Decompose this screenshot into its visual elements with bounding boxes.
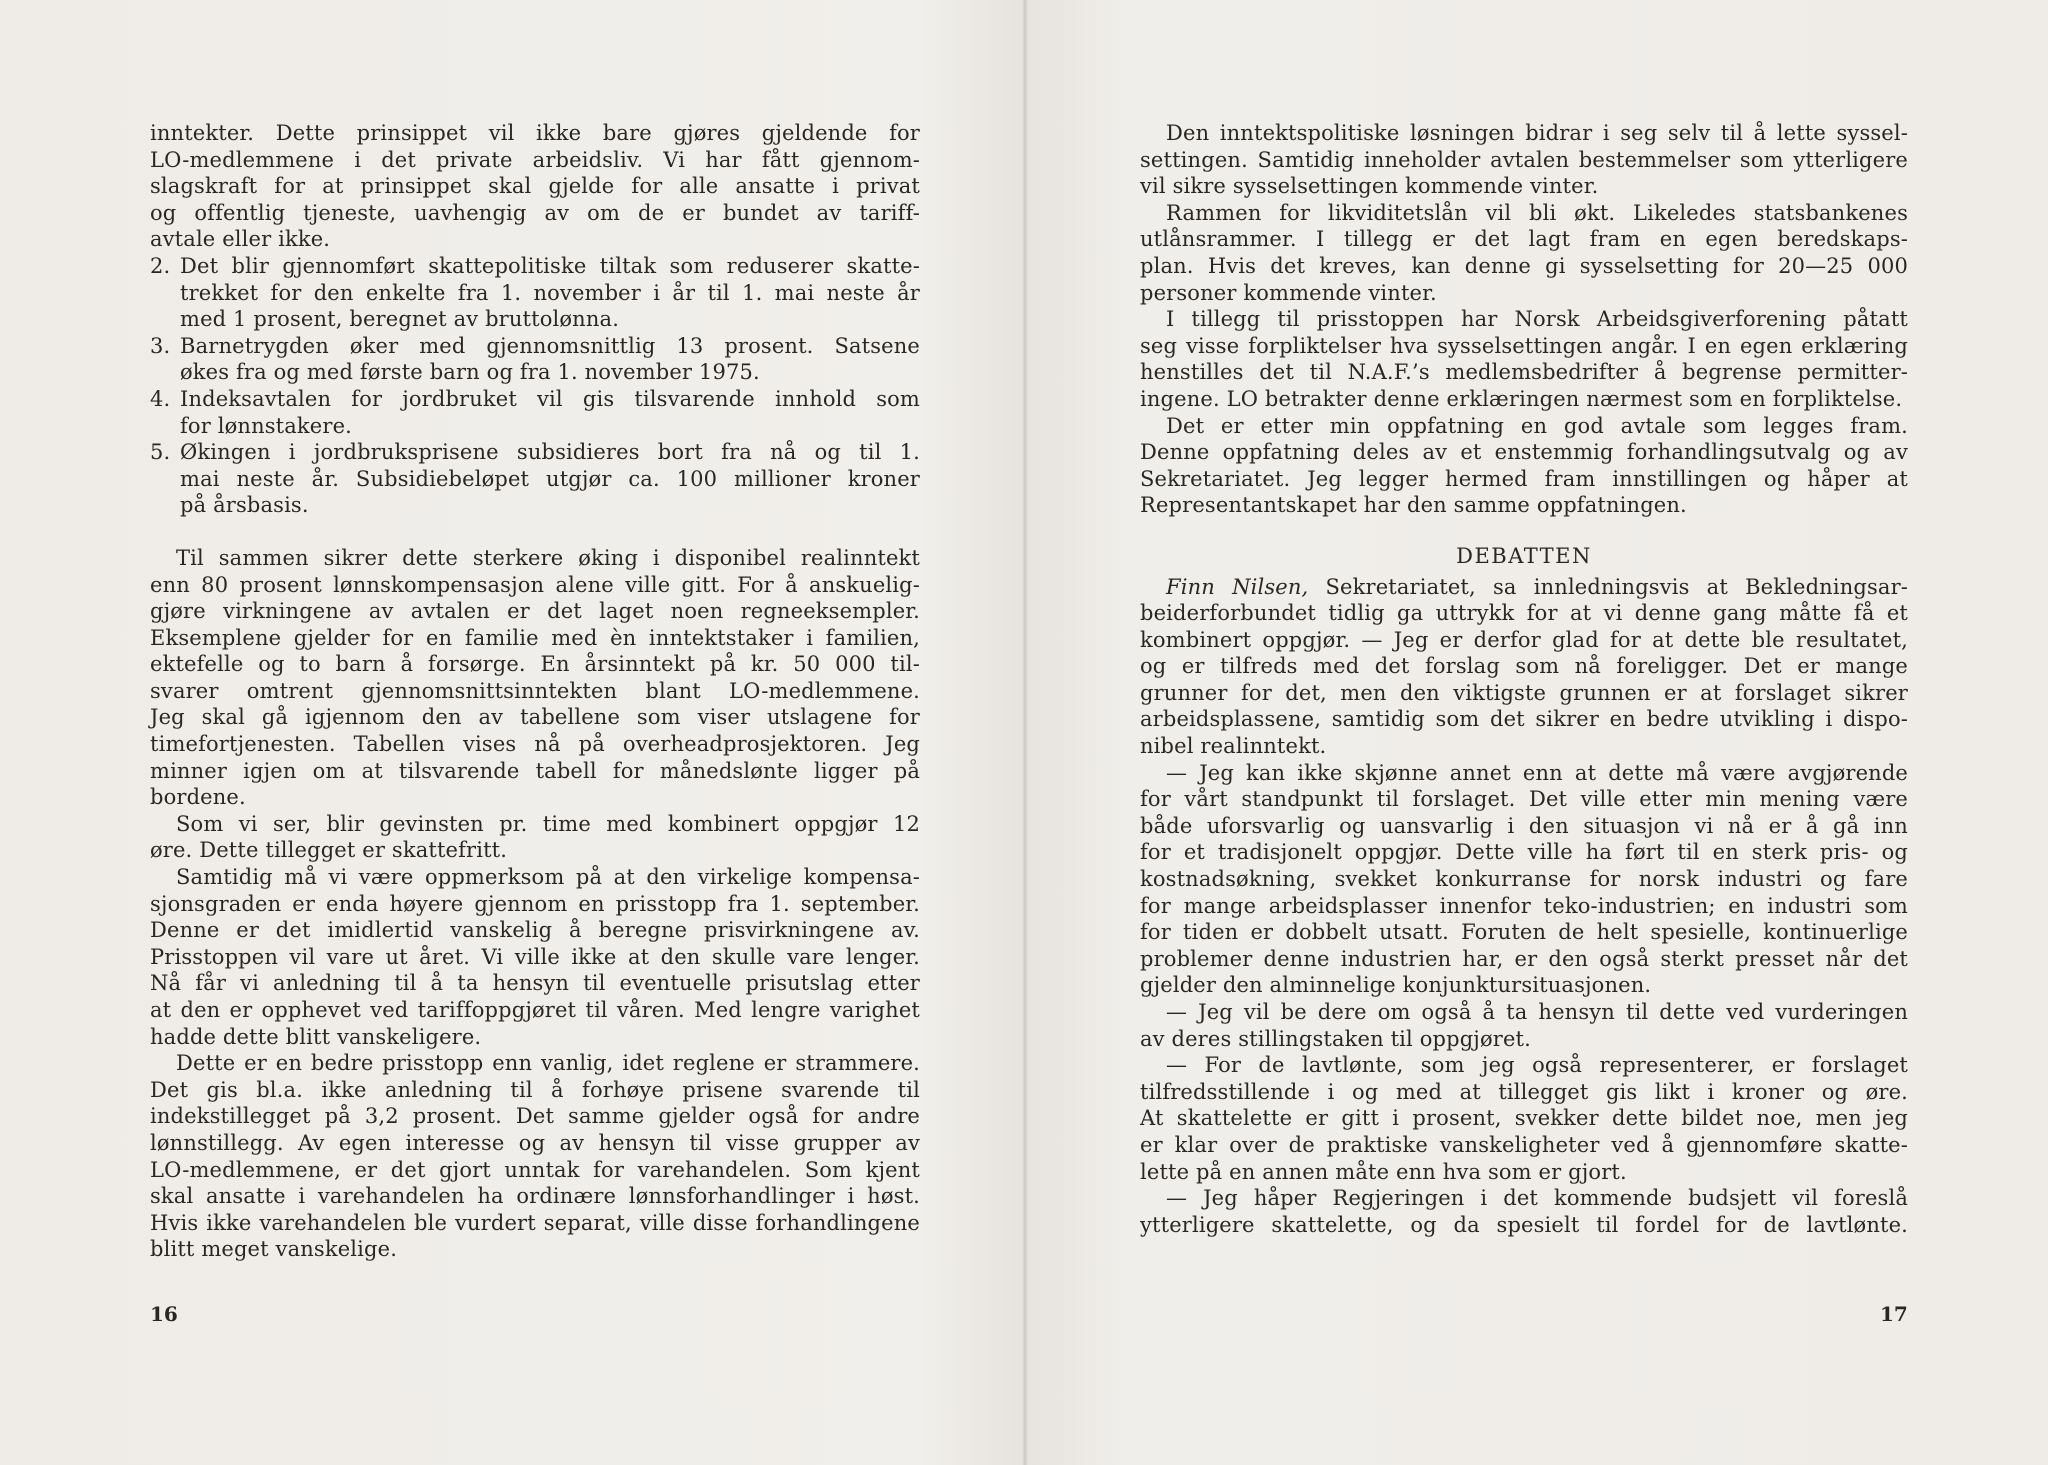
text-line: blitt meget vanskelige. [150,1237,398,1262]
text-line: for et tradisjonelt oppgjør. Dette ville ha ført til en sterk pris- og [1140,840,1908,865]
text-line: at den er opphevet ved tariffoppgjøret til våren. Med lengre varighet [150,998,920,1022]
text-line: tilfredsstillende i og med at tillegget gis likt i kroner og øre. [1140,1079,1908,1104]
text-line: Sekretariatet. Jeg legger hermed fram innstillingen og håper at [1140,466,1908,491]
text-line: Det er etter min oppfatning en god avtale som legges fram. [1166,413,1908,438]
paragraph [150,864,920,1050]
text-line: nibel realinntekt. [1140,734,1327,759]
right-page [1140,120,1908,1238]
text-line: personer kommende vinter. [1140,280,1437,305]
text-line: indekstillegget på 3,2 prosent. Det samme gjelder også for andre [150,1104,920,1129]
text-line: enn 80 prosent lønnskompensasjon alene ville gitt. For å anskuelig- [150,572,920,597]
paragraph [1140,1052,1908,1185]
text-line: Denne oppfatning deles av et enstemmig forhandlingsutvalg og av [1140,440,1908,465]
text-line: Jeg skal gå igjennom den av tabellene som viser utslagene for [150,705,920,730]
text-line: og er tilfreds med det forslag som nå foreligger. Det er mange [1140,654,1908,679]
text-line: kostnadsøkning, svekket konkurranse for norsk industri og fare [1140,867,1908,892]
paragraph [150,1050,920,1263]
text-line: ektefelle og to barn å forsørge. En årsinntekt på kr. 50 000 til- [150,652,920,677]
text-line: kombinert oppgjør. — Jeg er derfor glad for at dette ble resultatet, [1140,627,1908,652]
page-number-right: 17 [1880,1302,1908,1326]
paragraph [1140,999,1908,1052]
text-fragment: Sekretariatet, sa innledningsvis at Bekledningsar- [1308,574,1908,599]
text-line: med 1 prosent, beregnet av bruttolønna. [180,307,620,332]
text-line: bordene. [150,785,246,810]
text-line: Prisstoppen vil vare ut året. Vi ville ikke at den skulle vare lenger. [150,944,920,969]
text-line: LO-medlemmene, er det gjort unntak for varehandelen. Som kjent [150,1157,920,1182]
left-page [150,120,920,1263]
text-line: hadde dette blitt vanskeligere. [150,1024,482,1049]
text-line: At skattelette er gitt i prosent, svekker dette bildet noe, men jeg [1140,1106,1908,1131]
text-line: Eksemplene gjelder for en familie med èn inntektstaker i familien, [150,625,920,650]
text-line: — Jeg vil be dere om også å ta hensyn til dette ved vurderingen [1166,1000,1908,1024]
text-line: for tiden er dobbelt utsatt. Foruten de helt spesielle, kontinuerlige [1140,920,1908,945]
text-line: mai neste år. Subsidiebeløpet utgjør ca. 100 millioner kroner [180,466,920,491]
text-line: settingen. Samtidig inneholder avtalen bestemmelser som ytterligere [1140,147,1908,172]
text-line: henstilles det til N.A.F.’s medlemsbedrifter å begrense permitter- [1140,360,1908,385]
text-line: Representantskapet har den samme oppfatningen. [1140,493,1687,518]
list-item [150,439,920,519]
text-line: — Jeg kan ikke skjønne annet enn at dette må være avgjørende [1166,760,1908,785]
text-line: økes fra og med første barn og fra 1. november 1975. [180,360,760,385]
text-line: lette på en annen måte enn hva som er gjort. [1140,1159,1627,1184]
text-line: utlånsrammer. I tillegg er det lagt fram en egen beredskaps- [1140,227,1908,252]
text-line: minner igjen om at tilsvarende tabell for månedslønte ligger på [150,758,920,783]
text-line: gjelder den alminnelige konjunktursituasjonen. [1140,973,1652,998]
text-line: LO-medlemmene i det private arbeidsliv. Vi har fått gjennom- [150,147,920,172]
text-line: timefortjenesten. Tabellen vises nå på overheadprosjektoren. Jeg [150,732,920,757]
speaker-name: Finn Nilsen, [1166,574,1309,599]
page-number-left: 16 [150,1302,178,1326]
text-line: — Jeg håper Regjeringen i det kommende budsjett vil foreslå [1166,1186,1908,1211]
paragraph [1140,413,1908,519]
text-line: Det gis bl.a. ikke anledning til å forhøye prisene svarende til [150,1077,920,1102]
paragraph [150,545,920,811]
text-line: både uforsvarlig og uansvarlig i den situasjon vi nå er å gå inn [1140,813,1908,838]
text-line: seg visse forpliktelser hva sysselsettingen angår. I en egen erklæring [1140,333,1908,358]
text-line: Til sammen sikrer dette sterkere øking i disponibel realinntekt [176,545,920,570]
text-line: Den inntektspolitiske løsningen bidrar i seg selv til å lette syssel- [1166,121,1908,145]
list-number: 2. [150,253,171,278]
text-line: avtale eller ikke. [150,227,331,252]
text-line: Nå får vi anledning til å ta hensyn til eventuelle prisutslag etter [150,971,920,996]
text-line: Hvis ikke varehandelen ble vurdert separat, ville disse forhandlingene [150,1210,920,1235]
text-line: skal ansatte i varehandelen ha ordinære lønnsforhandlinger i høst. [150,1184,920,1209]
text-line: svarer omtrent gjennomsnittsinntekten blant LO-medlemmene. [150,678,920,703]
text-line: plan. Hvis det kreves, kan denne gi sysselsetting for 20—25 000 [1140,253,1908,278]
paragraph [1140,306,1908,412]
text-line [1140,574,1908,601]
paragraph [1140,1185,1908,1238]
text-line: problemer denne industrien har, er den også sterkt presset når det [1140,946,1908,971]
text-line: I tillegg til prisstoppen har Norsk Arbeidsgiverforening påtatt [1166,307,1908,332]
text-line: vil sikre sysselsettingen kommende vinter. [1140,174,1599,199]
text-line: gjøre virkningene av avtalen er det laget noen regneeksempler. [150,599,920,624]
text-line: Rammen for likviditetslån vil bli økt. Likeledes statsbankenes [1166,200,1908,225]
paragraph [1140,760,1908,999]
list-item [150,386,920,439]
text-line: er klar over de praktiske vanskeligheter ved å gjennomføre skatte- [1140,1132,1908,1157]
list-item [150,333,920,386]
text-line: ingene. LO betrakter denne erklæringen nærmest som en forpliktelse. [1140,386,1903,411]
paragraph [150,811,920,864]
text-line: Det blir gjennomført skattepolitiske tiltak som reduserer skatte- [180,253,920,278]
text-line: Barnetrygden øker med gjennomsnittlig 13 prosent. Satsene [180,333,920,358]
text-line: slagskraft for at prinsippet skal gjelde for alle ansatte i privat [150,174,920,199]
paragraph [1140,574,1908,760]
text-line: ytterligere skattelette, og da spesielt til fordel for de lavtlønte. [1140,1212,1908,1237]
text-line: for lønnstakere. [180,413,352,438]
section-heading: DEBATTEN [1456,543,1592,568]
text-line: sjonsgraden er enda høyere gjennom en prisstopp fra 1. september. [150,891,920,916]
text-line: — For de lavtlønte, som jeg også representerer, er forslaget [1166,1053,1908,1078]
text-line: øre. Dette tillegget er skattefritt. [150,838,508,863]
text-line: av deres stillingstaken til oppgjøret. [1140,1026,1531,1051]
text-line: Samtidig må vi være oppmerksom på at den virkelige kompensa- [176,865,920,890]
text-line: Økingen i jordbruksprisene subsidieres bort fra nå og til 1. [180,440,920,465]
list-number: 4. [150,386,171,411]
text-line: Som vi ser, blir gevinsten pr. time med kombinert oppgjør 12 [176,811,920,836]
text-line: trekket for den enkelte fra 1. november i år til 1. mai neste år [180,280,920,305]
page-gutter [1022,0,1028,1465]
text-line: og offentlig tjeneste, uavhengig av om de er bundet av tariff- [150,200,920,225]
intro-paragraph [150,120,920,253]
text-line: for mange arbeidsplasser innenfor teko-industrien; en industri som [1140,893,1908,918]
text-line: lønnstillegg. Av egen interesse og av hensyn til visse grupper av [150,1130,920,1155]
text-line: Indeksavtalen for jordbruket vil gis tilsvarende innhold som [180,386,920,411]
paragraph-gap [150,519,920,545]
text-line: på årsbasis. [180,493,309,518]
paragraph [1140,200,1908,306]
text-line: arbeidsplassene, samtidig som det sikrer en bedre utvikling i dispo- [1140,707,1908,732]
text-line: for vårt standpunkt til forslaget. Det ville etter min mening være [1140,787,1908,812]
paragraph [1140,120,1908,200]
list-item [150,253,920,333]
text-line: Dette er en bedre prisstopp enn vanlig, idet reglene er strammere. [176,1051,920,1076]
text-line: Denne er det imidlertid vanskelig å beregne prisvirkningene av. [150,918,920,943]
list-number: 5. [150,440,171,465]
text-line: beiderforbundet tidlig ga uttrykk for at vi denne gang måtte få et [1140,601,1908,626]
list-number: 3. [150,333,171,358]
text-line: inntekter. Dette prinsippet vil ikke bare gjøres gjeldende for [150,121,920,145]
text-line: grunner for det, men den viktigste grunnen er at forslaget sikrer [1140,680,1908,705]
